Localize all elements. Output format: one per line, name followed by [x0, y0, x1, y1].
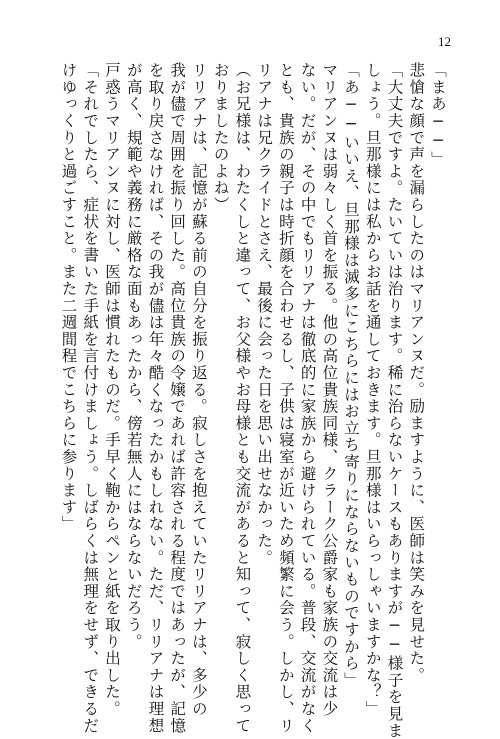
text-line: 戸惑うマリアンヌに対し、医師は慣れたものだ。手早く鞄からペンと紙を取り出した。 — [102, 62, 121, 718]
text-line: おりましたのよね） — [211, 62, 230, 214]
text-line: ない。だが、その中でもリリアナは徹底的に家族から避けられている。普段、交流がなく — [298, 62, 317, 734]
text-line: 「それでしたら、症状を書いた手紙を言付けましょう。しばらくは無理をせず、できるだ — [81, 62, 100, 734]
text-line: リアナは兄クライドとさえ、最後に会った日を思い出せなかった。 — [255, 62, 274, 566]
text-line: マリアンヌは弱々しく首を振る。他の高位貴族同様、クラーク公爵家も家族の交流は少 — [320, 62, 339, 718]
text-line: リリアナは、記憶が蘇る前の自分を振り返る。寂しさを抱えていたリリアナは、多少の — [189, 62, 208, 718]
text-line: が高く、規範や義務に厳格な面もあったから、傍若無人にはならないだろう。 — [124, 62, 143, 650]
text-line: けゆっくりと過ごすこと。また二週間程でこちらに参ります」 — [59, 62, 78, 533]
text-line: 「まあ──」 — [428, 62, 447, 168]
vertical-text-body — [59, 62, 447, 739]
page-number: 12 — [438, 34, 451, 49]
text-line: 悲愴な顔で声を漏らしたのはマリアンヌだ。励ますように、医師は笑みを見せた。 — [407, 62, 426, 684]
text-line: 「大丈夫ですよ。たいていは治ります。稀に治らないケースもありますが──様子を見ま — [385, 62, 404, 739]
text-line: （お兄様は、わたくしと違って、お父様やお母様とも交流があると知って、寂しく思って — [233, 62, 252, 734]
text-line: 我が儘で周囲を振り回した。高位貴族の令嬢であれば許容される程度ではあったが、記憶 — [168, 62, 187, 734]
text-line: しょう。旦那様には私からお話を通しておきます。旦那様はいらっしゃいますかな？」 — [363, 62, 382, 718]
text-line: を取り戻さなければ、その我が儘は年々酷くなったかもしれない。ただ、リリアナは理想 — [146, 62, 165, 734]
text-line: 「あ──いいえ、旦那様は滅多にこちらにはお立ち寄りにならないものですから」 — [342, 62, 361, 689]
text-line: とも、貴族の親子は時折顔を合わせるし、子供は寝室が近いため頻繁に会う。しかし、リ — [276, 62, 295, 734]
